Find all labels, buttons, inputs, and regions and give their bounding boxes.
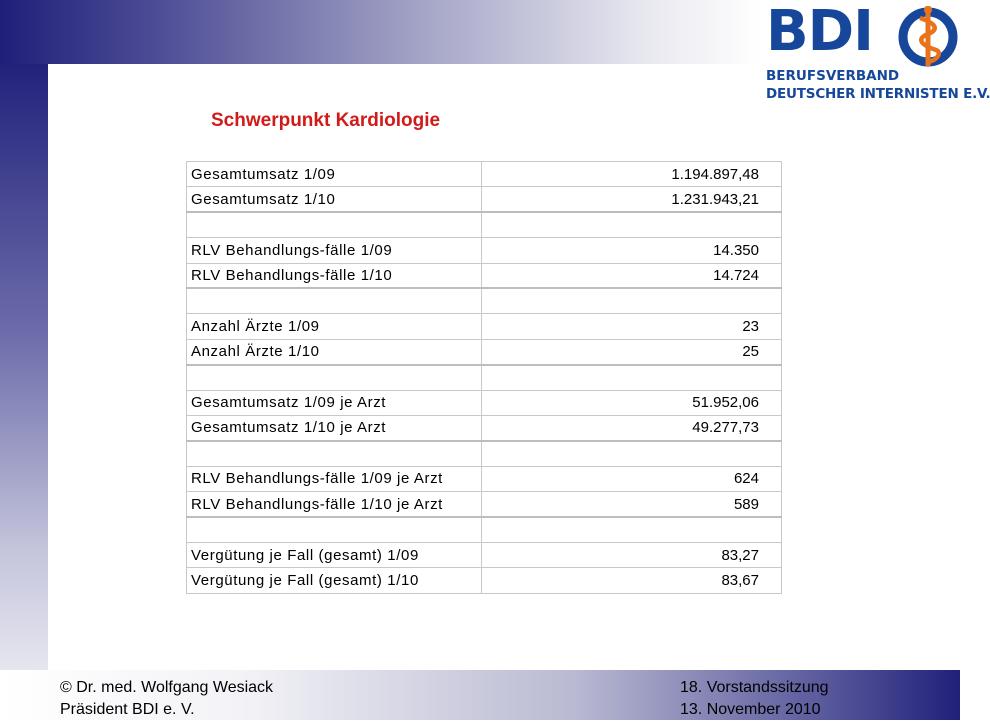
table-spacer-row: [187, 441, 782, 466]
row-label: Vergütung je Fall (gesamt) 1/09: [187, 542, 482, 567]
row-value: 589: [482, 492, 782, 517]
table-row: [187, 162, 782, 187]
logo-line-2: DEUTSCHER INTERNISTEN E.V.: [766, 86, 990, 102]
slide-title: Schwerpunkt Kardiologie: [211, 110, 441, 131]
row-value: 14.724: [482, 263, 782, 288]
row-label: [187, 212, 482, 237]
caduceus-icon: [898, 4, 958, 68]
header-gradient-band: [0, 0, 760, 64]
row-label: Gesamtumsatz 1/09 je Arzt: [187, 390, 482, 415]
table-row: [187, 568, 782, 593]
row-value: [482, 212, 782, 237]
row-label: Anzahl Ärzte 1/10: [187, 339, 482, 364]
table-row: [187, 542, 782, 567]
row-value: 49.277,73: [482, 415, 782, 440]
row-value: 83,27: [482, 542, 782, 567]
footer-event: 18. Vorstandssitzung: [680, 679, 829, 696]
table-row: [187, 466, 782, 491]
row-label: [187, 288, 482, 313]
table-spacer-row: [187, 288, 782, 313]
table-row: [187, 415, 782, 440]
row-value: 624: [482, 466, 782, 491]
row-label: Anzahl Ärzte 1/09: [187, 314, 482, 339]
row-label: Gesamtumsatz 1/10 je Arzt: [187, 415, 482, 440]
row-label: [187, 441, 482, 466]
logo-line-1: BERUFSVERBAND: [766, 68, 900, 84]
row-value: 23: [482, 314, 782, 339]
row-label: RLV Behandlungs-fälle 1/10: [187, 263, 482, 288]
logo-wordmark: BDI: [766, 0, 874, 64]
table-row: [187, 390, 782, 415]
row-value: 25: [482, 339, 782, 364]
table-row: [187, 187, 782, 212]
row-label: [187, 517, 482, 542]
footer-right: [680, 677, 829, 721]
footer-role: Präsident BDI e. V.: [60, 701, 195, 718]
row-value: 1.231.943,21: [482, 187, 782, 212]
footer-author: © Dr. med. Wolfgang Wesiack: [60, 679, 274, 696]
row-value: [482, 288, 782, 313]
table-row: [187, 339, 782, 364]
row-label: RLV Behandlungs-fälle 1/09: [187, 238, 482, 263]
row-label: Gesamtumsatz 1/10: [187, 187, 482, 212]
table-spacer-row: [187, 517, 782, 542]
table-row: [187, 238, 782, 263]
row-value: 14.350: [482, 238, 782, 263]
row-label: RLV Behandlungs-fälle 1/10 je Arzt: [187, 492, 482, 517]
bdi-logo: [766, 0, 990, 102]
row-value: [482, 517, 782, 542]
row-value: 1.194.897,48: [482, 162, 782, 187]
table-row: [187, 263, 782, 288]
footer-left: [60, 677, 273, 721]
row-label: Vergütung je Fall (gesamt) 1/10: [187, 568, 482, 593]
table-row: [187, 492, 782, 517]
row-label: [187, 365, 482, 390]
row-label: RLV Behandlungs-fälle 1/09 je Arzt: [187, 466, 482, 491]
row-value: 51.952,06: [482, 390, 782, 415]
table-row: [187, 314, 782, 339]
statistics-table: [186, 161, 782, 594]
left-gradient-band: [0, 64, 48, 670]
footer-date: 13. November 2010: [680, 701, 821, 718]
row-label: Gesamtumsatz 1/09: [187, 162, 482, 187]
row-value: 83,67: [482, 568, 782, 593]
table-spacer-row: [187, 365, 782, 390]
row-value: [482, 441, 782, 466]
row-value: [482, 365, 782, 390]
table-spacer-row: [187, 212, 782, 237]
